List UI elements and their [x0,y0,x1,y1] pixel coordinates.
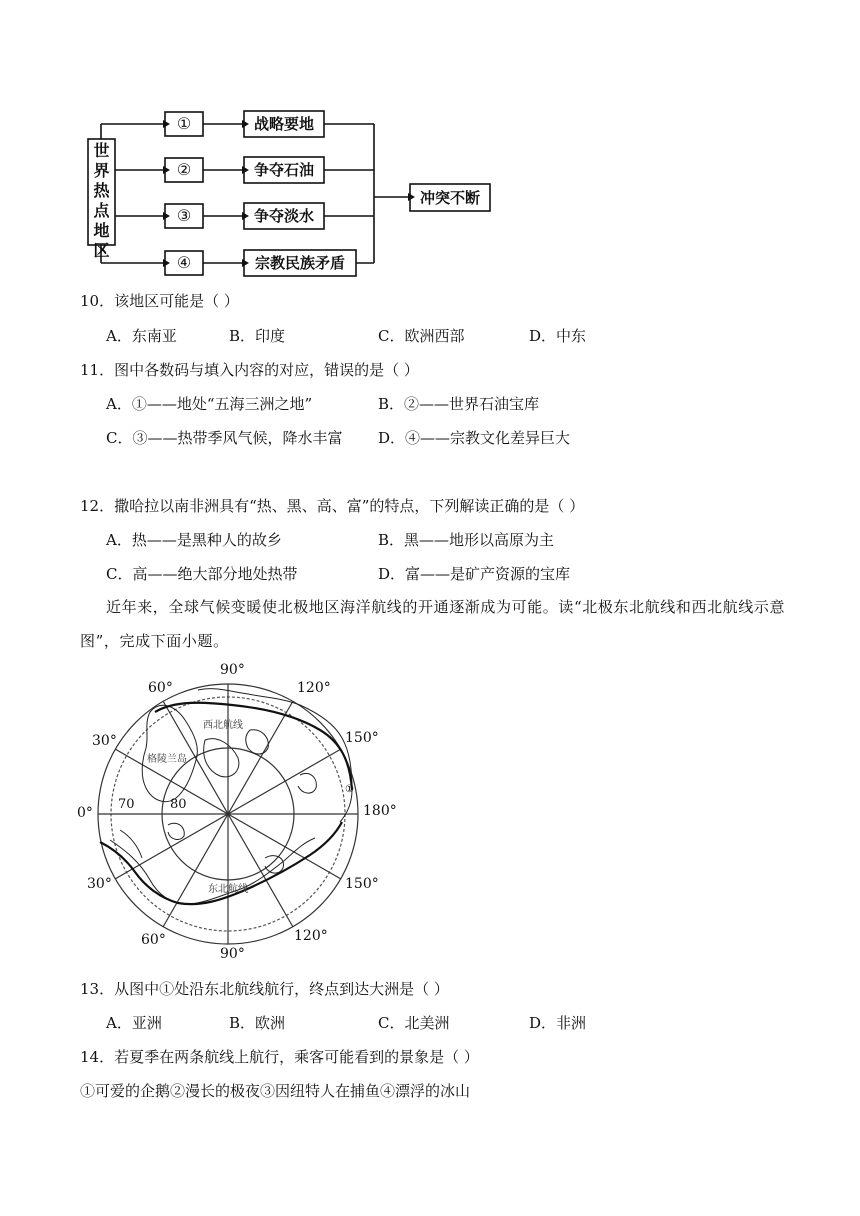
map-lon-label-120-top: 120° [297,680,331,696]
flowchart-cause-2: 争夺石油 [253,161,314,179]
map-lon-label-150-right-bottom: 150° [345,876,379,892]
q13-option-c: C．北美洲 [378,1014,450,1032]
question-14-stem: 14．若夏季在两条航线上航行，乘客可能看到的景象是（ ） [80,1048,479,1066]
q10-option-b: B．印度 [229,327,286,345]
map-lon-label-120-bottom: 120° [294,928,328,944]
q12-option-d: D．富——是矿产资源的宝库 [378,565,571,583]
map-label-greenland: 格陵兰岛 [147,754,187,765]
q14-items: ①可爱的企鹅②漫长的极夜③因纽特人在捕鱼④漂浮的冰山 [80,1082,471,1100]
q13-option-d: D．非洲 [529,1014,587,1032]
map-lon-label-150-right-top: 150° [345,730,379,746]
map-lat-label-80: 80 [170,797,187,812]
q11-option-b: B．②——世界石油宝库 [378,395,540,413]
q11-option-d: D．④——宗教文化差异巨大 [378,429,571,447]
flowchart-cause-1: 战略要地 [253,115,314,133]
map-lon-label-90-bottom: 90° [220,946,245,962]
map-label-northwest-route: 西北航线 [203,720,243,731]
q13-option-b: B．欧洲 [229,1014,286,1032]
question-11-stem: 11．图中各数码与填入内容的对应，错误的是（ ） [80,361,419,379]
q12-option-c: C．高——绝大部分地处热带 [106,565,298,583]
map-label-northeast-route: 东北航线 [208,884,248,895]
q11-option-a: A．①——地处“五海三洲之地” [106,395,313,413]
map-lat-label-70: 70 [118,797,135,812]
flowchart-root-label: 世界热点地区 [93,141,110,260]
flowchart-cause-4: 宗教民族矛盾 [254,254,345,272]
map-lon-label-30-top: 30° [92,733,117,749]
hotspot-flowchart [0,0,860,290]
map-lon-label-30-bottom: 30° [87,876,112,892]
flowchart-num-4: ④ [176,253,192,272]
flowchart-num-1: ① [176,114,192,133]
q10-option-c: C．欧洲西部 [378,327,465,345]
q11-option-c: C．③——热带季风气候，降水丰富 [106,429,343,447]
flowchart-cause-3: 争夺淡水 [253,207,314,225]
q13-option-a: A．亚洲 [106,1014,162,1032]
flowchart-num-2: ② [176,160,192,179]
map-lon-label-60-top: 60° [148,680,173,696]
q12-option-a: A．热——是黑种人的故乡 [106,531,282,549]
q12-option-b: B．黑——地形以高原为主 [378,531,555,549]
passage-line-2: 图”，完成下面小题。 [80,632,229,650]
passage-line-1: 近年来，全球气候变暖使北极地区海洋航线的开通逐渐成为可能。读“北极东北航线和西北航线示意 [106,598,786,616]
map-lon-label-180: 180° [363,803,397,819]
flowchart-num-3: ③ [176,206,192,225]
question-13-stem: 13．从图中①处沿东北航线航行，终点到达大洲是（ ） [80,980,449,998]
map-lon-label-0: 0° [77,805,93,821]
q10-option-a: A．东南亚 [106,327,177,345]
question-10-stem: 10．该地区可能是（ ） [80,292,239,310]
map-lon-label-90-top: 90° [220,662,245,678]
map-lon-label-60-bottom: 60° [141,932,166,948]
map-label-point-1: ① [345,784,354,795]
question-12-stem: 12．撒哈拉以南非洲具有“热、黑、高、富”的特点，下列解读正确的是（ ） [80,497,585,515]
q10-option-d: D．中东 [529,327,587,345]
flowchart-result: 冲突不断 [419,189,480,207]
